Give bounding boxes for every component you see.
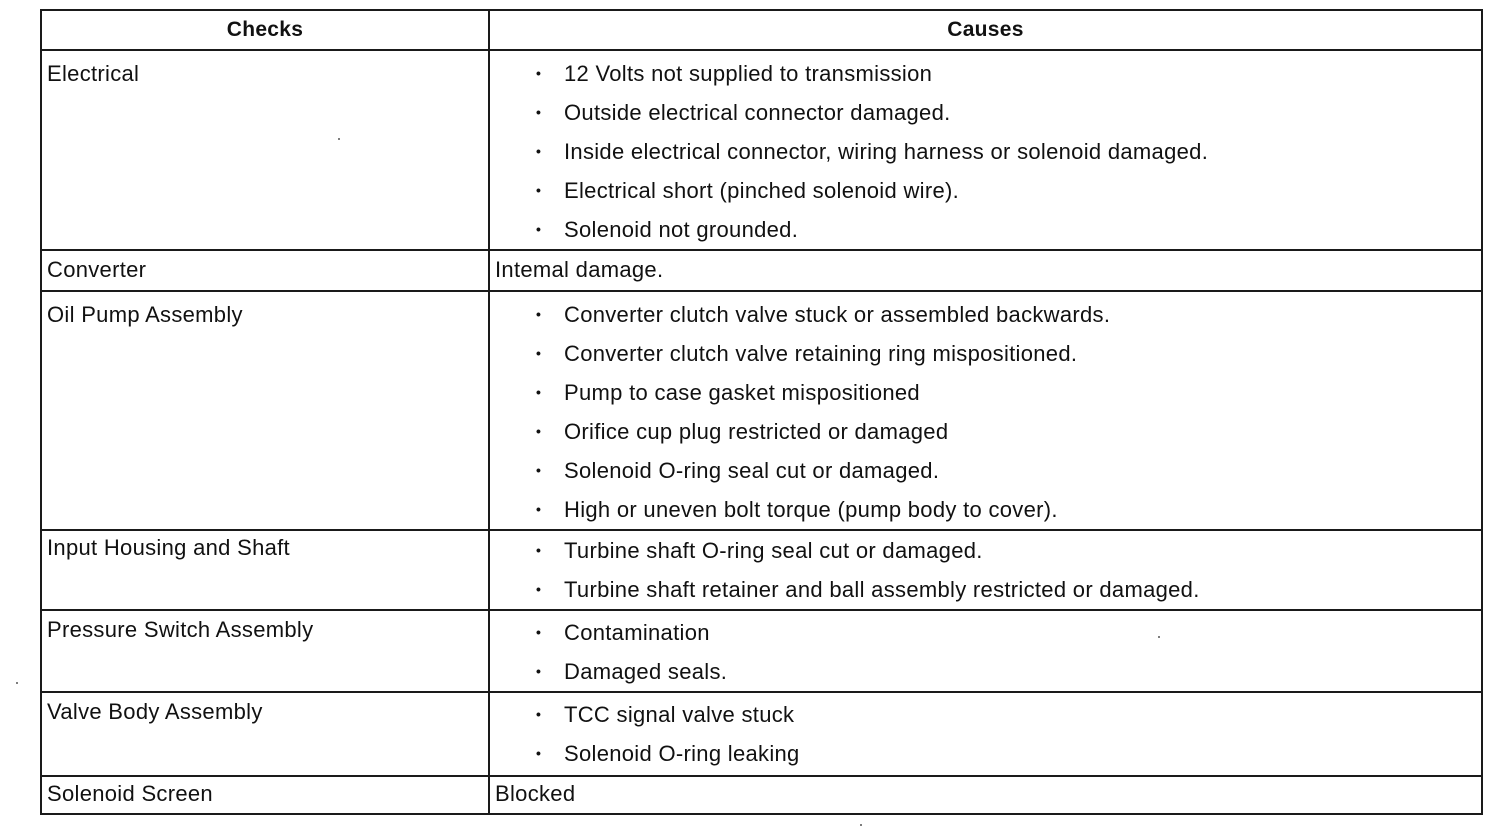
table-row-converter [41, 250, 1482, 291]
cause-item: • Turbine shaft O-ring seal cut or damaged. [490, 531, 1481, 570]
causes-cell [489, 610, 1482, 692]
header-row [41, 10, 1482, 50]
cause-item: • High or uneven bolt torque (pump body to cover). [490, 490, 1481, 529]
check-cell: Converter [41, 250, 489, 291]
table-row-oil-pump-assembly [41, 291, 1482, 530]
bullet-icon: • [536, 624, 542, 640]
causes-cell: Blocked [489, 776, 1482, 814]
cause-item: • Solenoid O-ring leaking [490, 734, 1481, 773]
check-cell: Valve Body Assembly [41, 692, 489, 776]
causes-cell [489, 291, 1482, 530]
cause-list [490, 611, 1481, 691]
checks-header: Checks [41, 10, 489, 50]
bullet-icon: • [536, 663, 542, 679]
table-row-valve-body-assembly [41, 692, 1482, 776]
cause-item: • Inside electrical connector, wiring harness or solenoid damaged. [490, 132, 1481, 171]
scan-speck [338, 138, 340, 140]
cause-list [490, 693, 1481, 773]
cause-item: • Solenoid O-ring seal cut or damaged. [490, 451, 1481, 490]
cause-item: • Turbine shaft retainer and ball assembly restricted or damaged. [490, 570, 1481, 609]
check-cell: Pressure Switch Assembly [41, 610, 489, 692]
causes-cell [489, 692, 1482, 776]
cause-item: • Solenoid not grounded. [490, 210, 1481, 249]
bullet-icon: • [536, 221, 542, 237]
check-cell: Input Housing and Shaft [41, 530, 489, 610]
cause-list [490, 292, 1481, 529]
bullet-icon: • [536, 462, 542, 478]
causes-cell [489, 530, 1482, 610]
check-cell: Electrical [41, 50, 489, 250]
cause-item: • Contamination [490, 613, 1481, 652]
scan-speck [16, 682, 18, 684]
cause-item: • 12 Volts not supplied to transmission [490, 54, 1481, 93]
cause-item: • Converter clutch valve retaining ring mispositioned. [490, 334, 1481, 373]
check-cell: Solenoid Screen [41, 776, 489, 814]
scan-speck [860, 824, 862, 826]
cause-item: • Outside electrical connector damaged. [490, 93, 1481, 132]
bullet-icon: • [536, 345, 542, 361]
bullet-icon: • [536, 143, 542, 159]
causes-header: Causes [489, 10, 1482, 50]
diagnosis-table [40, 9, 1483, 815]
causes-cell: Intemal damage. [489, 250, 1482, 291]
bullet-icon: • [536, 501, 542, 517]
cause-item: • TCC signal valve stuck [490, 695, 1481, 734]
bullet-icon: • [536, 182, 542, 198]
bullet-icon: • [536, 423, 542, 439]
table-row-input-housing-and-shaft [41, 530, 1482, 610]
check-cell: Oil Pump Assembly [41, 291, 489, 530]
bullet-icon: • [536, 306, 542, 322]
cause-item: • Damaged seals. [490, 652, 1481, 691]
table-row-solenoid-screen [41, 776, 1482, 814]
causes-cell [489, 50, 1482, 250]
cause-item: • Electrical short (pinched solenoid wire). [490, 171, 1481, 210]
bullet-icon: • [536, 65, 542, 81]
cause-item: • Orifice cup plug restricted or damaged [490, 412, 1481, 451]
cause-list [490, 531, 1481, 609]
bullet-icon: • [536, 384, 542, 400]
table-row-electrical [41, 50, 1482, 250]
scan-speck [1158, 636, 1160, 638]
cause-item: • Pump to case gasket mispositioned [490, 373, 1481, 412]
bullet-icon: • [536, 542, 542, 558]
bullet-icon: • [536, 104, 542, 120]
cause-list [490, 51, 1481, 249]
bullet-icon: • [536, 706, 542, 722]
bullet-icon: • [536, 745, 542, 761]
bullet-icon: • [536, 581, 542, 597]
table-row-pressure-switch-assembly [41, 610, 1482, 692]
cause-item: • Converter clutch valve stuck or assembled backwards. [490, 295, 1481, 334]
